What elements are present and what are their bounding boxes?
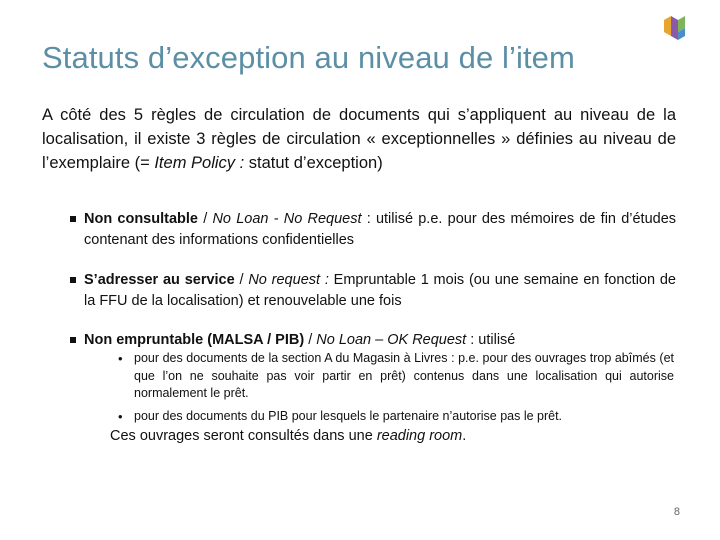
bullet-square-icon (70, 216, 76, 222)
slide-title: Statuts d’exception au niveau de l’item (42, 40, 575, 75)
bullet-non-consultable: Non consultable / No Loan - No Request : utilisé p.e. pour des mémoires de fin d’études contenant des informations confidentielles (84, 209, 676, 251)
sub-bullet-section-a: • pour des documents de la section A du Magasin à Livres : p.e. pour des ouvrages trop abîmés (et que l’on ne souhaite pas voir partir en prêt) contenus dans une localisation qui autorise normalement le prêt. (118, 351, 674, 400)
intro-paragraph: A côté des 5 règles de circulation de documents qui s’appliquent au niveau de la localisation, il existe 3 règles de circulation « exceptionnelles » définies au niveau de l’exemplaire (= Item Policy : statut d’exception) (42, 106, 676, 172)
bullet-s-adresser-au-service: S’adresser au service / No request : Empruntable 1 mois (ou une semaine en fonction de la FFU de la localisation) et renouvelable une fois (84, 270, 676, 312)
bullet-non-empruntable: Non empruntable (MALSA / PIB) / No Loan – OK Request : utilisé (84, 330, 676, 351)
bullet-dot-icon: • (118, 409, 123, 424)
closing-line: Ces ouvrages seront consultés dans une reading room. (110, 428, 467, 444)
bullet-square-icon (70, 277, 76, 283)
logo-icon (662, 14, 688, 42)
bullet-square-icon (70, 337, 76, 343)
page-number: 8 (673, 506, 680, 518)
bullet-dot-icon: • (118, 351, 123, 366)
sub-bullet-pib: • pour des documents du PIB pour lesquels le partenaire n’autorise pas le prêt. (118, 409, 563, 424)
